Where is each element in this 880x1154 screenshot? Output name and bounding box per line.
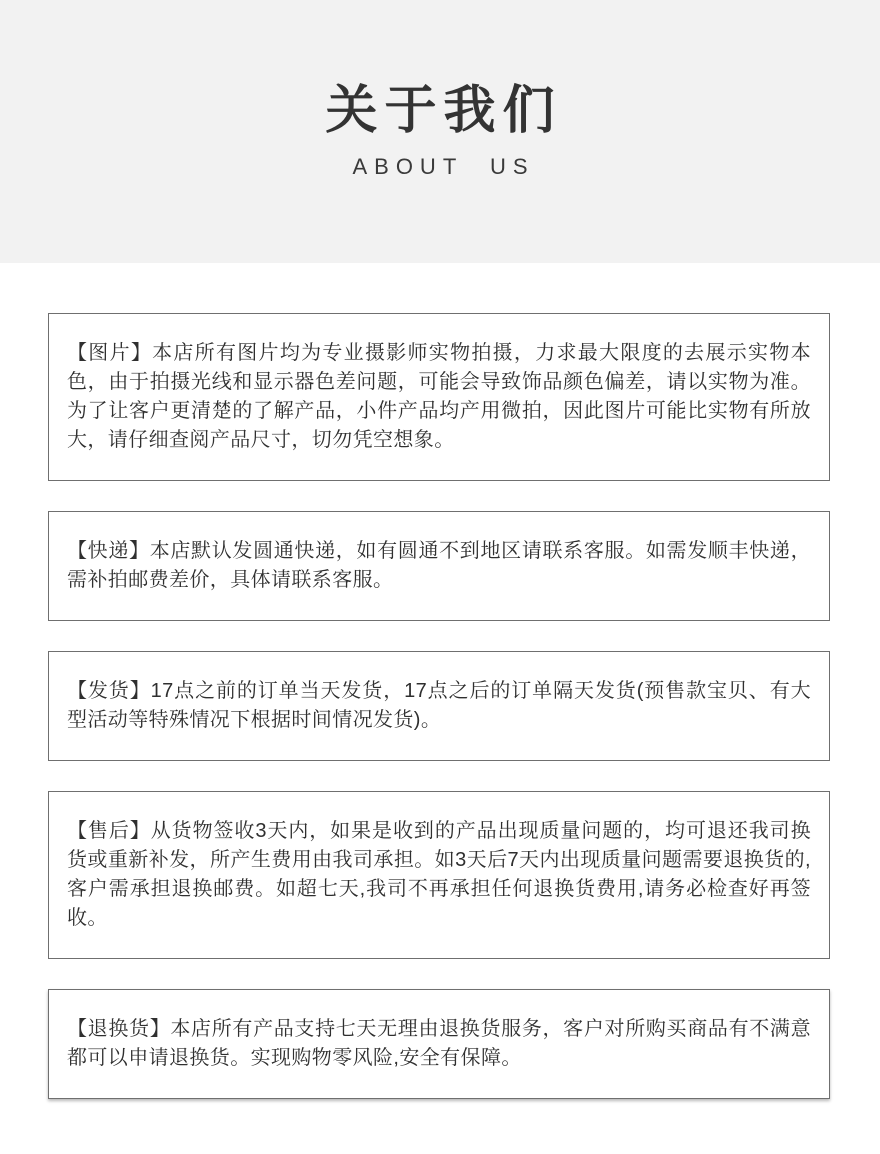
policy-box-returns	[48, 989, 830, 1099]
policy-box-aftersales	[48, 791, 830, 959]
policy-text-express: 【快递】本店默认发圆通快递，如有圆通不到地区请联系客服。如需发顺丰快递，需补拍邮费差价，具体请联系客服。	[67, 540, 811, 591]
policy-text-images: 【图片】本店所有图片均为专业摄影师实物拍摄，力求最大限度的去展示实物本色，由于拍摄光线和显示器色差问题，可能会导致饰品颜色偏差，请以实物为准。为了让客户更清楚的了解产品，小件产品均产用微拍，因此图片可能比实物有所放大，请仔细查阅产品尺寸，切勿凭空想象。	[67, 342, 811, 451]
page-header	[0, 0, 880, 263]
policy-box-express	[48, 511, 830, 621]
policy-text-aftersales: 【售后】从货物签收3天内，如果是收到的产品出现质量问题的，均可退还我司换货或重新补发，所产生费用由我司承担。如3天后7天内出现质量问题需要退换货的,客户需承担退换邮费。如超七天,我司不再承担任何退换货费用,请务必检查好再签收。	[67, 820, 811, 929]
page-subtitle: ABOUT US	[352, 154, 535, 180]
policy-box-images	[48, 313, 830, 481]
policy-list	[0, 263, 880, 1099]
page-title: 关于我们	[325, 81, 562, 140]
policy-box-shipping	[48, 651, 830, 761]
policy-text-shipping: 【发货】17点之前的订单当天发货，17点之后的订单隔天发货(预售款宝贝、有大型活动等特殊情况下根据时间情况发货)。	[67, 680, 811, 731]
policy-text-returns: 【退换货】本店所有产品支持七天无理由退换货服务，客户对所购买商品有不满意都可以申请退换货。实现购物零风险,安全有保障。	[67, 1018, 811, 1069]
